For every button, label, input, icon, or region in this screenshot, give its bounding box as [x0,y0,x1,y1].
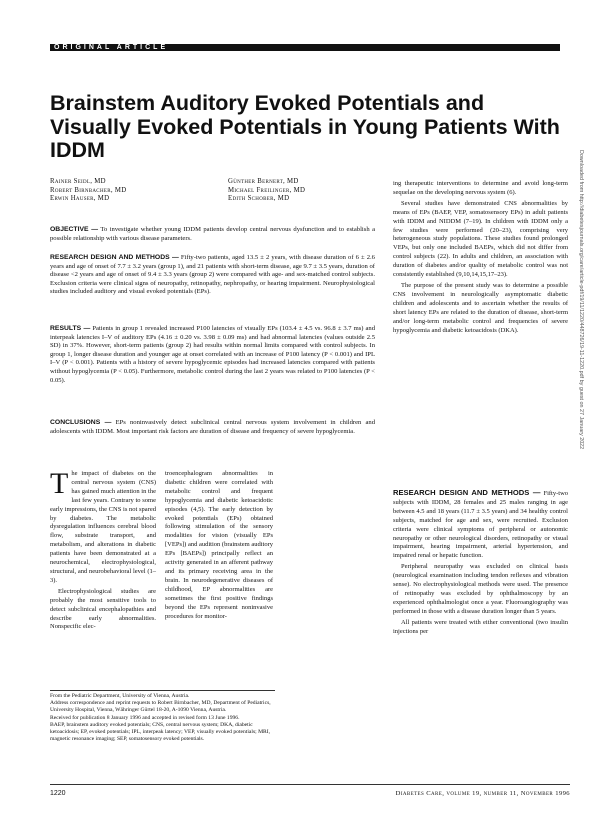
body-column-1 [50,467,156,634]
download-stamp: Downloaded from http://diabetesjournals.org/care/article-pdf/19/11/1220/448726/19-11-1220.pdf by guest on 27 January 2022 [578,150,584,450]
author: Robert Birnbacher, MD [50,186,127,194]
methods-section [393,488,568,639]
author: Edith Schober, MD [228,195,290,202]
article-title: Brainstem Auditory Evoked Potentials and Visually Evoked Potentials in Young Patients With IDDM [50,91,560,162]
abstract-text: Fifty-two patients, aged 13.5 ± 2 years, with disease duration of 6 ± 2.6 years and age of onset of 7.7 ± 3.2 years (group 1), and 21 patients with short-term disease, age 9.7 ± 3.5 years, duration of disease <2 years and age of onset of 9.4 ± 3.3 years (group 2) were compared with age- and sex-matched control subjects. Exclusion criteria were clinical signs of neuropathy, retinopathy, nephropathy, or hearing impairment. Neurophysiological studies included auditory and visual evoked potentials (EPs). [50,254,375,296]
drop-cap: T [50,467,69,500]
footnotes [50,693,278,743]
abstract-label: CONCLUSIONS — [50,419,112,426]
author: Michael Freilinger, MD [228,186,306,194]
body-paragraph: All patients were treated with either conventional (two insulin injections per [393,618,568,635]
body-column-2 [165,470,273,623]
body-paragraph: troencephalogram abnormalities in diabetic children were correlated with metabolic control and frequent hypoglycemia and diabetic ketoacidotic episodes (4,5). The early detection by evoked potentials (EPs) obtained following stimulation of the sensory modalities for vision (visually EPs [VEPs]) and audition (brainstem auditory EPs [BAEPs]) principally reflect an activity generated in an afferent pathway and its primary receiving area in the brain. In neurodegenerative diseases of childhood, EP abnormalities are sometimes the first positive findings beyond the EPs represent noninvasive procedures for monitor- [165,470,273,620]
footnote: BAEP, brainstem auditory evoked potentials; CNS, central nervous system; DKA, diabetic ketoacidosis; EP, evoked potentials; IPL, interpeak latency; VEP, visually evoked potentials; MRI, magnetic resonance imaging; SEP, somatosensory evoked potentials. [50,721,271,743]
page-number: 1220 [50,790,66,797]
footnote: From the Pediatric Department, University of Vienna, Austria. [50,693,190,699]
body-paragraph: Several studies have demonstrated CNS abnormalities by means of EPs (BAEP, VEP, somatosensory EPs) in adult patients with IDDM and NIDDM (7–19). In children with IDDM only a few studies were performed (20–23), comprising very heterogeneous study populations. These studies found prolonged VEPs, but only one included BAEPs, which did not differ from control subjects (22). In adults and children, an association with duration of diabetes and/or quality of metabolic control was not consistently established (9,10,14,15,17–23). [393,199,568,279]
footer-rule [50,784,570,785]
body-column-3 [393,180,568,337]
body-paragraph: Fifty-two subjects with IDDM, 28 females and 25 males ranging in age between 4.5 and 18 years (11.7 ± 3.5 years) and 34 healthy control subjects, matched for age and sex, were recruited. Exclusion criteria were clinical symptoms of peripheral or autonomic neuropathy or other neurological disorders, retinopathy or visual impairment, hearing impairment, arterial hypertension, and impaired renal or hepatic function. [393,490,569,560]
abstract-results [50,325,375,385]
author: Günther Bernert, MD [228,178,299,185]
abstract-methods [50,254,375,297]
abstract-label: RESEARCH DESIGN AND METHODS — [50,254,179,261]
abstract-label: RESULTS — [50,325,91,332]
journal-citation: Diabetes Care, volume 19, number 11, November 1996 [395,790,570,797]
body-paragraph: Electrophysiological studies are probably the most sensitive tools to detect subclinical encephalopathies and describe early abnormalities. Nonspecific elec- [50,587,156,631]
section-label: ORIGINAL ARTICLE [54,44,169,51]
abstract-text: EPs noninvasively detect subclinical central nervous system involvement in children and adolescents with IDDM. Most important risk factors are duration of disease and frequency of severe hypoglycemia. [50,419,375,435]
author-column-2 [228,178,388,204]
footnote: Address correspondence and reprint requests to Robert Birnbacher, MD, Department of Pediatrics, University Hospital, Vienna, Währinger Gürtel 18-20, A-1090 Vienna, Austria. [50,700,271,714]
footnote-rule [50,690,275,691]
author: Rainer Seidl, MD [50,178,106,185]
body-paragraph: ing therapeutic interventions to determine and avoid long-term sequelae on the developing nervous system (6). [393,180,568,196]
abstract-conclusions [50,419,375,436]
abstract-text: To investigate whether young IDDM patients develop central nervous dysfunction and to establish a possible relationship with various disease parameters. [50,226,376,242]
abstract-text: Patients in group 1 revealed increased P100 latencies of visually EPs (103.4 ± 4.5 vs. 96.8 ± 3.7 ms) and interpeak latencies I–V of auditory EPs (4.16 ± 0.20 vs. 3.98 ± 0.09 ms) and had abnormal latencies (values outside 2.5 SD) in 37%. However, short-term patients (group 2) had results within normal limits compared with control subjects. In group 1, longer disease duration and younger age at onset correlated with an increase of P100 latency (P < 0.001) and IPL I–V (P < 0.001). Patients with a history of severe hypoglycemic episodes had increased latencies compared with patients without hypoglycemia (P < 0.05). Furthermore, metabolic control during the last 2 years was related to P100 latencies (P < 0.05). [50,325,376,384]
author: Erwin Hauser, MD [50,195,110,202]
body-paragraph: The impact of diabetes on the central nervous system (CNS) has gained much attention in the last few years. Contrary to some early impressions, the CNS is not spared by diabetes. The metabolic dysregulation influences cerebral blood flow, substrate transport, and metabolism, and alterations in diabetic patients have been demonstrated at a neurochemical, electrophysiological, structural, and neurobehavioral level (1–3). [50,467,156,584]
footnote: Received for publication 8 January 1996 and accepted in revised form 13 June 1996. [50,714,240,721]
section-heading: RESEARCH DESIGN AND METHODS — [393,488,541,497]
body-paragraph: Peripheral neuropathy was excluded on clinical basis (neurological examination including tendon reflexes and vibration sense). No electrophysiological methods were used. The presence of retinopathy was excluded by ophthalmoscopy by an experienced ophthalmologist once a year. Fluoroangiography was performed in those with a disease duration longer than 5 years. [393,563,568,615]
body-paragraph: The purpose of the present study was to determine a possible CNS involvement in neurologically asymptomatic diabetic children and adolescents and to ascertain whether the results of short latency EPs are related to the duration of disease, short-term and/or long-term metabolic control and frequencies of severe hypoglycemia and diabetic ketoacidosis (DKA). [393,281,568,334]
abstract-label: OBJECTIVE — [50,226,99,233]
author-column-1 [50,178,210,204]
abstract-objective [50,226,375,243]
